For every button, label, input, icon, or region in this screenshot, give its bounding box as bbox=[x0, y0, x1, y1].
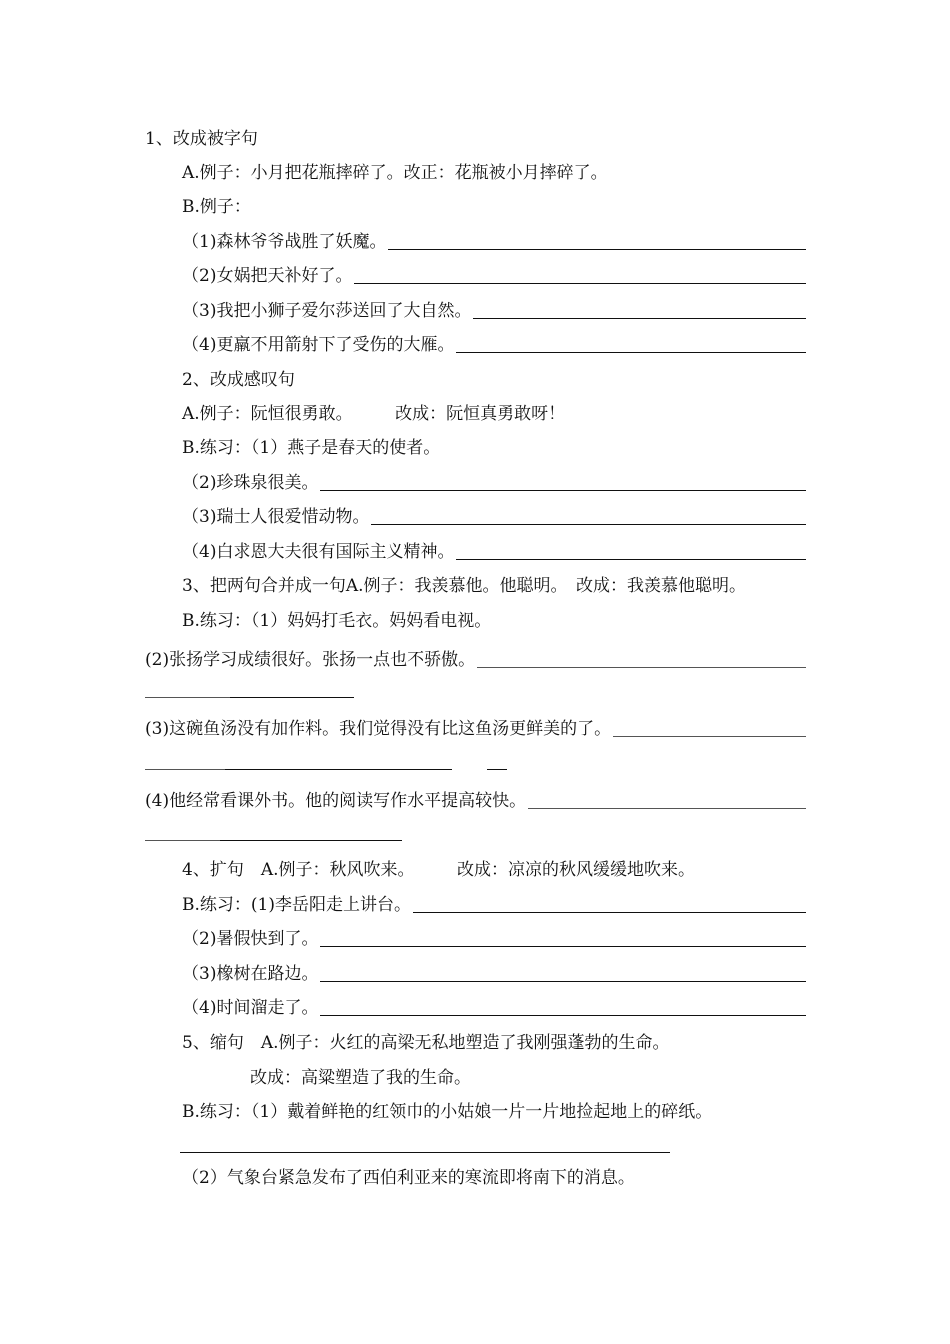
s4-item-1: B.练习：(1)李岳阳走上讲台。 bbox=[182, 890, 806, 916]
section-3-title: 3、把两句合并成一句A.例子：我羡慕他。他聪明。 改成：我羡慕他聪明。 bbox=[182, 576, 746, 596]
section-2-b-line: B.练习：（1）燕子是春天的使者。 bbox=[182, 438, 441, 458]
s4-item-2: （2)暑假快到了。 bbox=[182, 924, 806, 950]
s1-item-3: （3)我把小狮子爱尔莎送回了大自然。 bbox=[182, 296, 806, 322]
s1-item-2: （2)女娲把天补好了。 bbox=[182, 261, 806, 287]
answer-blank[interactable] bbox=[613, 736, 806, 737]
s2-item-4: （4)白求恩大夫很有国际主义精神。 bbox=[182, 537, 806, 563]
s2-item-2: （2)珍珠泉很美。 bbox=[182, 468, 806, 494]
answer-blank-continuation[interactable] bbox=[220, 840, 402, 841]
section-1-example: A.例子：小月把花瓶摔碎了。改正：花瓶被小月摔碎了。 bbox=[182, 163, 608, 183]
section-2-title: 2、改成感叹句 bbox=[182, 370, 295, 390]
s3-item-4: (4)他经常看课外书。他的阅读写作水平提高较快。 bbox=[145, 786, 806, 812]
s3-item-3: (3)这碗鱼汤没有加作料。我们觉得没有比这鱼汤更鲜美的了。 bbox=[145, 714, 806, 740]
answer-blank-continuation[interactable] bbox=[225, 769, 452, 770]
answer-blank[interactable] bbox=[456, 559, 806, 560]
answer-blank[interactable] bbox=[456, 352, 806, 353]
answer-blank[interactable] bbox=[180, 1152, 670, 1153]
s2-item-3: （3)瑞士人很爱惜动物。 bbox=[182, 502, 806, 528]
answer-blank[interactable] bbox=[354, 283, 806, 284]
answer-blank[interactable] bbox=[388, 249, 806, 250]
s3-item-2: (2)张扬学习成绩很好。张扬一点也不骄傲。 bbox=[145, 645, 806, 671]
s5-item-2: （2）气象台紧急发布了西伯利亚来的寒流即将南下的消息。 bbox=[182, 1168, 635, 1188]
answer-blank[interactable] bbox=[477, 667, 806, 668]
answer-blank-continuation[interactable] bbox=[145, 697, 230, 698]
answer-blank[interactable] bbox=[413, 912, 806, 913]
section-2-example: A.例子：阮恒很勇敢。 改成：阮恒真勇敢呀！ bbox=[182, 404, 566, 424]
answer-blank-continuation[interactable] bbox=[145, 840, 220, 841]
answer-blank-continuation[interactable] bbox=[487, 769, 507, 770]
section-5-b-line: B.练习：（1）戴着鲜艳的红领巾的小姑娘一片一片地捡起地上的碎纸。 bbox=[182, 1102, 713, 1122]
s4-item-3: （3)橡树在路边。 bbox=[182, 959, 806, 985]
section-3-b-line: B.练习：（1）妈妈打毛衣。妈妈看电视。 bbox=[182, 611, 492, 631]
answer-blank[interactable] bbox=[528, 808, 806, 809]
answer-blank[interactable] bbox=[320, 946, 806, 947]
section-1-b-label: B.例子： bbox=[182, 197, 251, 217]
section-5-title: 5、缩句 A.例子：火红的高梁无私地塑造了我刚强蓬勃的生命。 bbox=[182, 1033, 670, 1053]
answer-blank-continuation[interactable] bbox=[145, 769, 225, 770]
s1-item-4: （4)更羸不用箭射下了受伤的大雁。 bbox=[182, 330, 806, 356]
answer-blank[interactable] bbox=[371, 524, 806, 525]
answer-blank[interactable] bbox=[473, 318, 806, 319]
answer-blank-continuation[interactable] bbox=[230, 697, 354, 698]
answer-blank[interactable] bbox=[320, 490, 806, 491]
s1-item-1: （1)森林爷爷战胜了妖魔。 bbox=[182, 227, 806, 253]
s4-item-4: （4)时间溜走了。 bbox=[182, 993, 806, 1019]
section-1-title: 1、改成被字句 bbox=[145, 129, 258, 149]
section-4-title: 4、扩句 A.例子：秋风吹来。 改成：凉凉的秋风缓缓地吹来。 bbox=[182, 860, 695, 880]
answer-blank[interactable] bbox=[320, 981, 806, 982]
answer-blank[interactable] bbox=[320, 1015, 806, 1016]
section-5-example-answer: 改成：高粱塑造了我的生命。 bbox=[250, 1068, 471, 1088]
